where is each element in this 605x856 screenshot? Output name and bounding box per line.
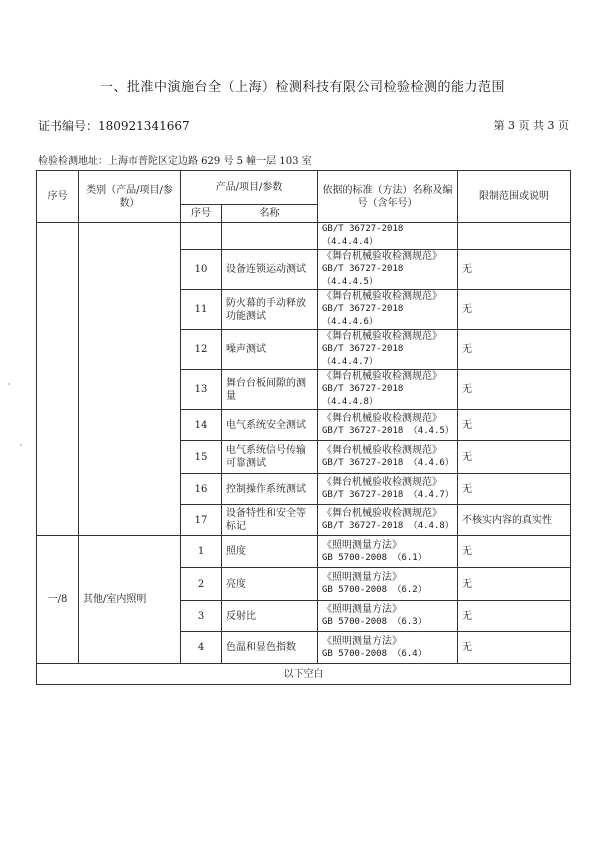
header-sub-seq: 序号 <box>181 205 222 223</box>
group2-category: 其他/室内照明 <box>79 536 181 664</box>
item-name: 色温和显色指数 <box>222 632 318 664</box>
standard-cell <box>318 330 458 370</box>
standard-cell <box>318 474 458 505</box>
standard-cell <box>318 568 458 601</box>
item-number: 3 <box>181 601 222 632</box>
group2-seq: 一/8 <box>37 536 79 664</box>
standard-name: 《舞台机械验收检测规范》 <box>322 251 442 262</box>
item-number: 2 <box>181 568 222 601</box>
standard-code: GB/T 36727-2018 （4.4.4.7） <box>322 344 404 367</box>
standard-name: 《舞台机械验收检测规范》 <box>322 371 442 382</box>
header-standard: 依据的标准（方法）名称及编号（含年号） <box>318 171 458 223</box>
limit-note: 无 <box>458 330 571 370</box>
standard-name: 《舞台机械验收检测规范》 <box>322 291 442 302</box>
limit-note: 无 <box>458 441 571 474</box>
limit-note: 无 <box>458 410 571 441</box>
limit-note: 无 <box>458 601 571 632</box>
header-product-param: 产品/项目/参数 <box>181 171 318 205</box>
standard-name: 《照明测量方法》 <box>322 572 402 583</box>
capability-scope-table <box>36 170 571 685</box>
item-name: 电气系统信号传输可靠测试 <box>222 441 318 474</box>
document-title: 一、批准中演施台全（上海）检测科技有限公司检验检测的能力范围 <box>99 80 505 95</box>
standard-cell <box>318 632 458 664</box>
limit-note: 无 <box>458 568 571 601</box>
standard-cell <box>318 505 458 536</box>
standard-cell <box>318 290 458 330</box>
item-name: 舞台台板间隙的测量 <box>222 370 318 410</box>
standard-code: GB/T 36727-2018 （4.4.7） <box>322 490 454 500</box>
standard-name: 《舞台机械验收检测规范》 <box>322 477 442 488</box>
standard-cell <box>318 250 458 290</box>
standard-code: GB/T 36727-2018 （4.4.4.6） <box>322 304 404 327</box>
header-limit: 限制范围或说明 <box>458 171 571 223</box>
standard-code: GB 5700-2008 （6.1） <box>322 552 427 563</box>
limit-note: 无 <box>458 250 571 290</box>
item-number: 16 <box>181 474 222 505</box>
item-number: 14 <box>181 410 222 441</box>
limit-note: 无 <box>458 632 571 664</box>
item-name: 设备连锁运动测试 <box>222 250 318 290</box>
item-name: 控制操作系统测试 <box>222 474 318 505</box>
item-number: 13 <box>181 370 222 410</box>
standard-cell <box>318 441 458 474</box>
item-number: 4 <box>181 632 222 664</box>
item-number: 17 <box>181 505 222 536</box>
scan-speck <box>8 383 10 385</box>
standard-name: 《照明测量方法》 <box>322 539 402 551</box>
limit-note: 无 <box>458 370 571 410</box>
limit-note: 无 <box>458 474 571 505</box>
standard-cell <box>318 370 458 410</box>
table-cell <box>222 223 318 250</box>
blank-below-note: 以下空白 <box>37 664 571 685</box>
limit-note: 无 <box>458 290 571 330</box>
group1-category-cell <box>79 223 181 536</box>
item-name: 照度 <box>222 536 318 568</box>
standard-cell <box>318 601 458 632</box>
table-cell <box>181 223 222 250</box>
standard-name: 《舞台机械验收检测规范》 <box>322 508 442 519</box>
standard-name: 《舞台机械验收检测规范》 <box>322 445 442 456</box>
test-address: 检验检测地址：上海市普陀区定边路 629 号 5 幢一层 103 室 <box>38 156 312 167</box>
continuation-row <box>37 223 571 250</box>
item-name: 设备特性和安全等标记 <box>222 505 318 536</box>
header-seq: 序号 <box>37 171 79 223</box>
footer-row <box>37 664 571 685</box>
standard-cell <box>318 536 458 568</box>
item-number: 12 <box>181 330 222 370</box>
standard-code: GB/T 36727-2018 （4.4.4.5） <box>322 264 404 287</box>
standard-cell <box>318 410 458 441</box>
certificate-number: 证书编号：180921341667 <box>38 119 190 133</box>
header-sub-name: 名称 <box>222 205 318 223</box>
group1-seq-cell <box>37 223 79 536</box>
item-number: 15 <box>181 441 222 474</box>
page-indicator: 第 3 页 共 3 页 <box>493 119 569 132</box>
standard-name: 《舞台机械验收检测规范》 <box>322 413 442 424</box>
header-row <box>37 171 571 205</box>
standard-code: GB/T 36727-2018 （4.4.6） <box>322 458 454 468</box>
item-name: 反射比 <box>222 601 318 632</box>
table-row <box>37 536 571 568</box>
item-number: 1 <box>181 536 222 568</box>
table-cell <box>458 223 571 250</box>
standard-name: 《照明测量方法》 <box>322 635 402 647</box>
item-name: 亮度 <box>222 568 318 601</box>
standard-code: GB/T 36727-2018 （4.4.8） <box>322 521 454 531</box>
item-name: 噪声测试 <box>222 330 318 370</box>
header-category: 类别（产品/项目/参数） <box>79 171 181 223</box>
item-name: 电气系统安全测试 <box>222 410 318 441</box>
item-number: 10 <box>181 250 222 290</box>
standard-code: GB 5700-2008 （6.2） <box>322 585 427 595</box>
limit-note: 不核实内容的真实性 <box>458 505 571 536</box>
standard-code: GB 5700-2008 （6.4） <box>322 648 427 659</box>
limit-note: 无 <box>458 536 571 568</box>
standard-code: GB 5700-2008 （6.3） <box>322 617 427 627</box>
standard-code: GB/T 36727-2018 （4.4.4.4） <box>318 223 458 250</box>
standard-code: GB/T 36727-2018 （4.4.5） <box>322 426 454 436</box>
standard-name: 《照明测量方法》 <box>322 604 402 615</box>
scan-speck <box>20 444 22 446</box>
standard-name: 《舞台机械验收检测规范》 <box>322 331 442 342</box>
item-name: 防火幕的手动释放功能测试 <box>222 290 318 330</box>
item-number: 11 <box>181 290 222 330</box>
standard-code: GB/T 36727-2018 （4.4.4.8） <box>322 384 404 407</box>
